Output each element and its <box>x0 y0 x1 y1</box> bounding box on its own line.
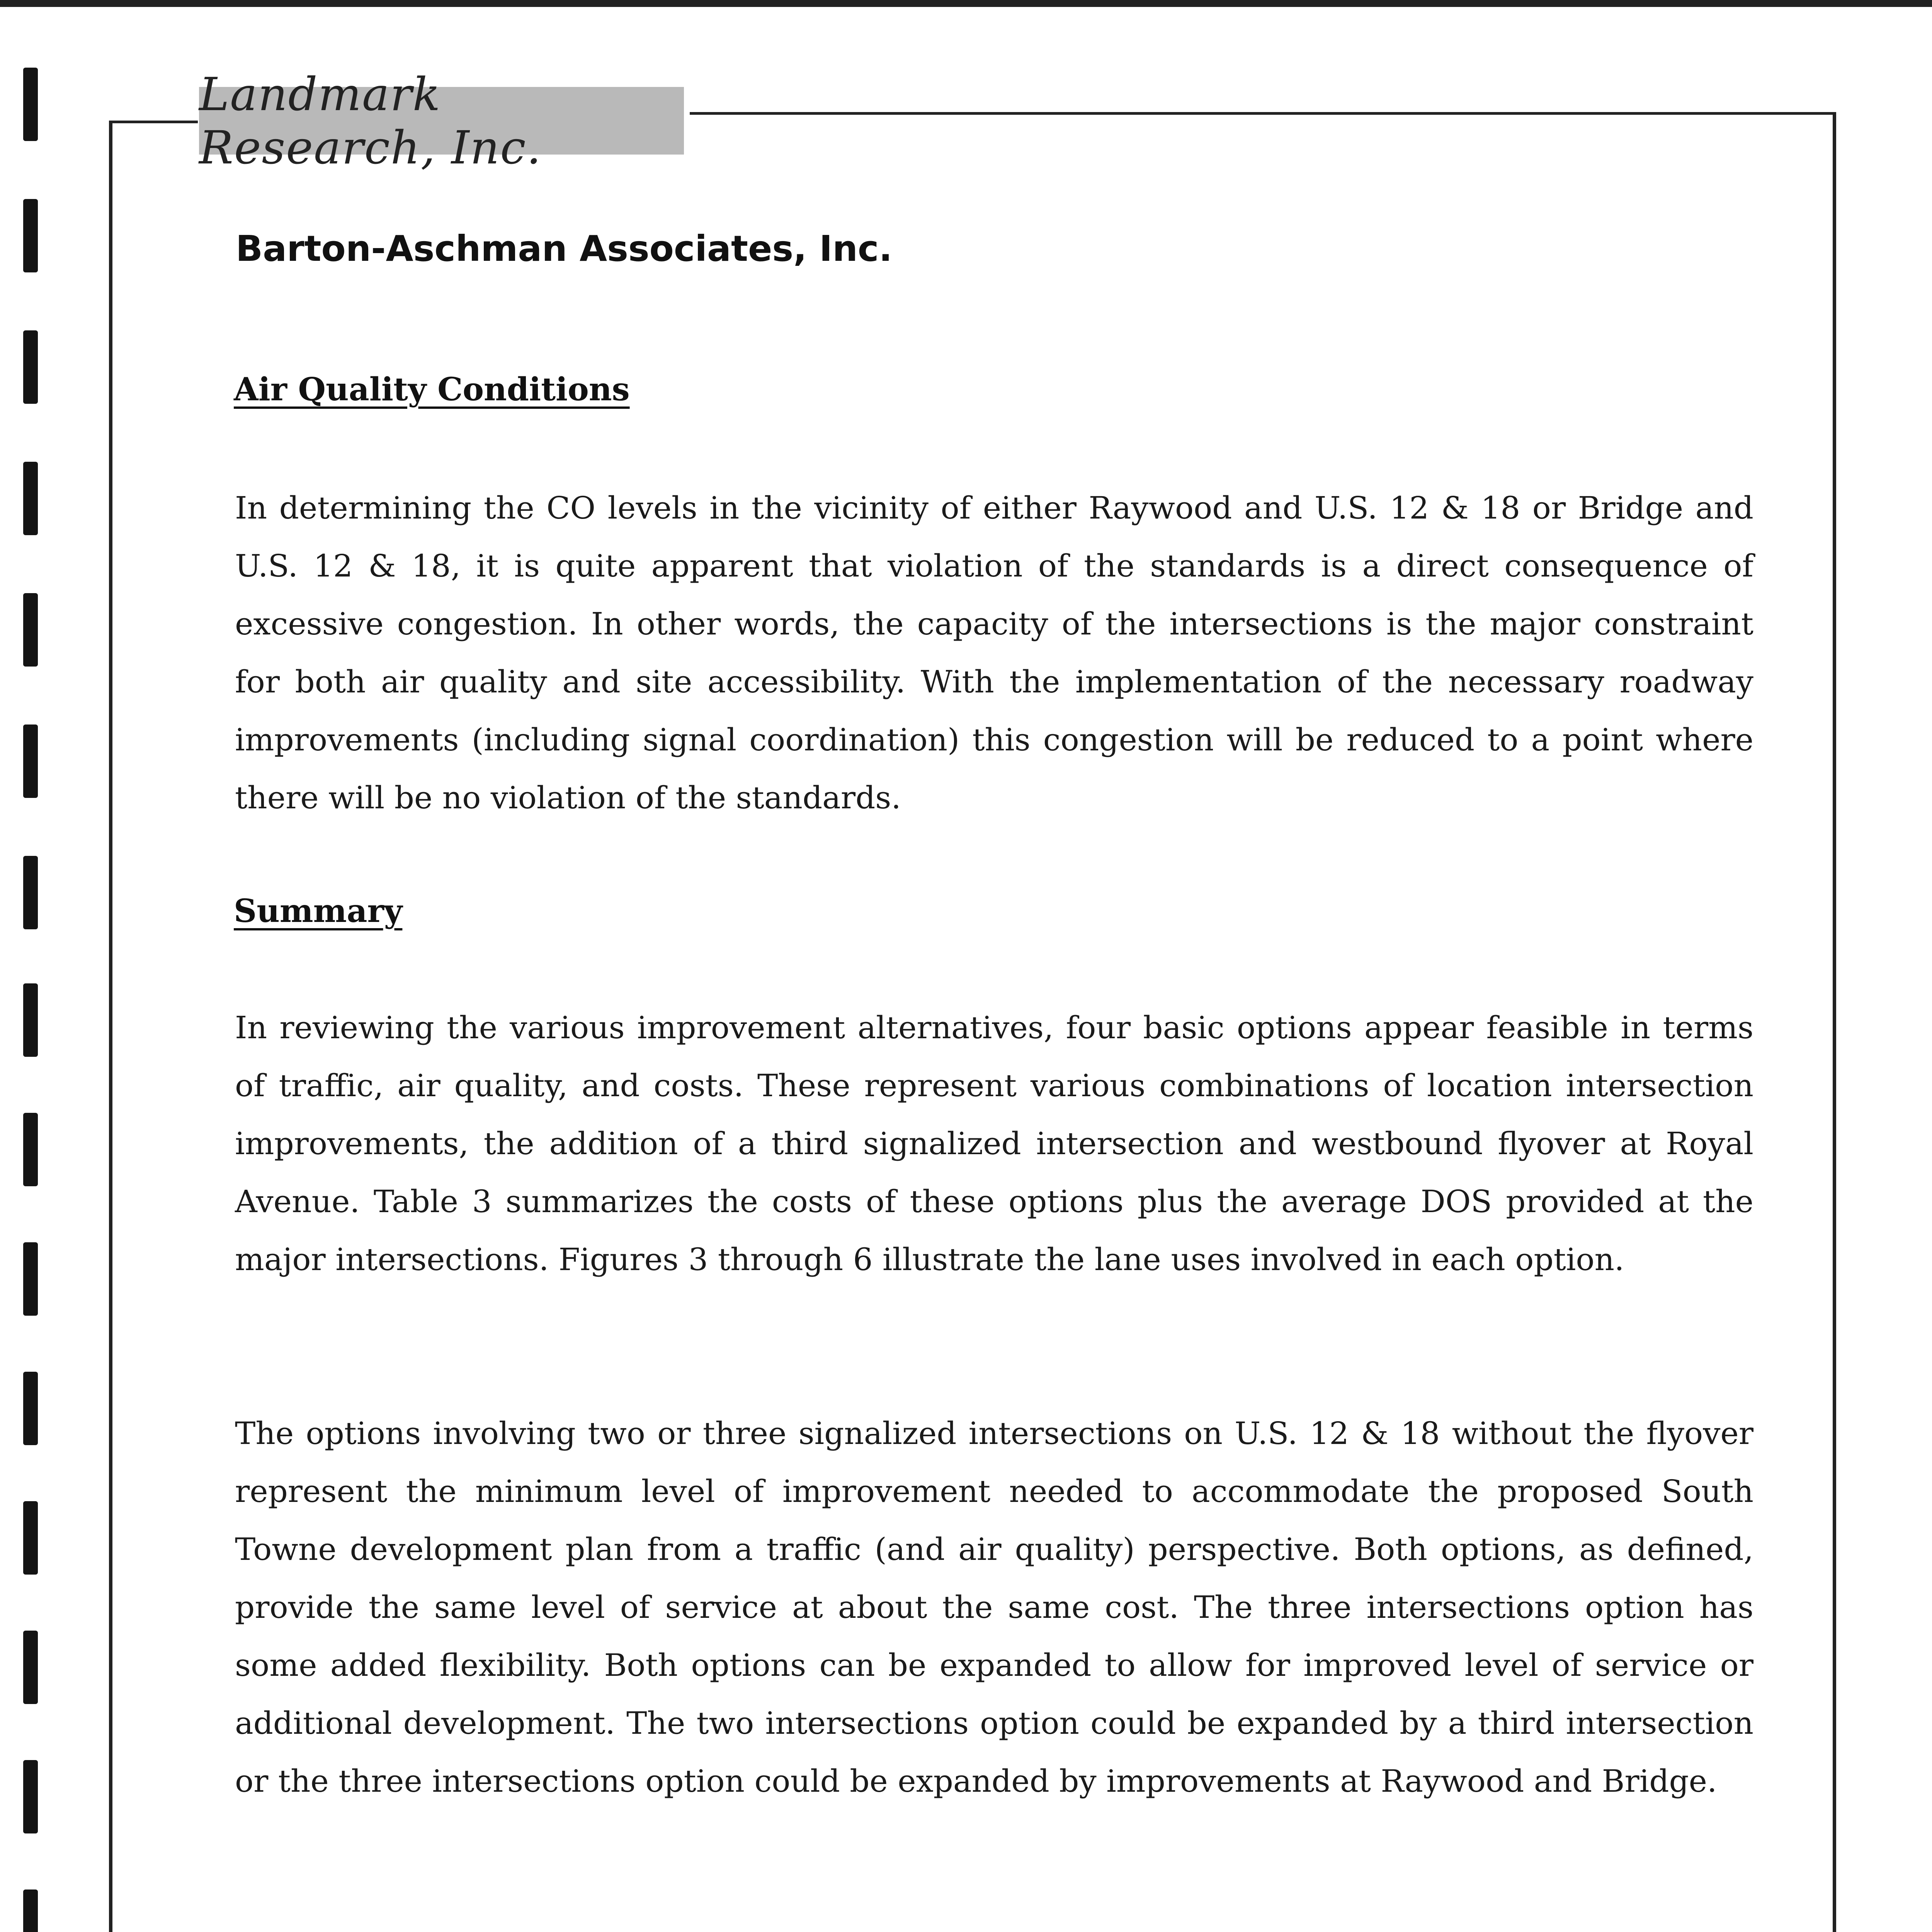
frame-top-left-rule <box>109 121 198 123</box>
binding-mark <box>23 1760 38 1833</box>
logo-text: Landmark Research, Inc. <box>199 67 542 174</box>
binding-mark <box>23 462 38 535</box>
paragraph-summary-3 <box>235 1926 1753 1932</box>
binding-mark <box>23 1631 38 1704</box>
binding-mark <box>23 856 38 929</box>
binding-mark <box>23 199 38 272</box>
landmark-research-logo <box>199 67 684 174</box>
frame-left-rule <box>109 122 112 1932</box>
binding-mark <box>23 68 38 141</box>
binding-mark <box>23 1372 38 1445</box>
company-name: Barton-Aschman Associates, Inc. <box>236 228 893 269</box>
frame-top-right-rule <box>690 112 1836 115</box>
binding-mark <box>23 983 38 1057</box>
paragraph-summary-1: In reviewing the various improvement alternatives, four basic options appear feasible in terms of traffic, air quality, and costs. These represent various combinations of location intersection improvements, the addition of a third signalized intersection and westbound flyover at Royal Avenue. Table 3 summarizes the costs of these options plus the average DOS provided at the major intersections. Figures 3 through 6 illustrate the lane uses involved in each option. <box>235 1010 1753 1277</box>
binding-mark <box>23 1501 38 1575</box>
scan-top-edge <box>0 0 1932 7</box>
paragraph-air-quality: In determining the CO levels in the vicinity of either Raywood and U.S. 12 & 18 or Bridge and U.S. 12 & 18, it is quite apparent that violation of the standards is a direct consequence of excessive congestion. In other words, the capacity of the intersections is the major constraint for both air quality and site accessibility. With the implementation of the necessary roadway improvements (including signal coordination) this congestion will be reduced to a point where there will be no violation of the standards. <box>235 490 1753 816</box>
binding-mark <box>23 1889 38 1932</box>
binding-mark <box>23 1242 38 1316</box>
binding-mark <box>23 724 38 798</box>
section-heading-air-quality: Air Quality Conditions <box>234 371 630 408</box>
section-heading-summary: Summary <box>234 893 403 930</box>
paragraph-summary-2: The options involving two or three signalized intersections on U.S. 12 & 18 without the flyover represent the minimum level of improvement needed to accommodate the proposed South Towne development plan from a traffic (and air quality) perspective. Both options, as defined, provide the same level of service at about the same cost. The three intersections option has some added flexibility. Both options can be expanded to allow for improved level of service or additional development. The two intersections option could be expanded by a third intersection or the three intersections option could be expanded by improvements at Raywood and Bridge. <box>235 1415 1753 1799</box>
binding-mark <box>23 1113 38 1186</box>
frame-right-rule <box>1833 112 1836 1932</box>
binding-mark <box>23 593 38 667</box>
binding-mark <box>23 330 38 404</box>
